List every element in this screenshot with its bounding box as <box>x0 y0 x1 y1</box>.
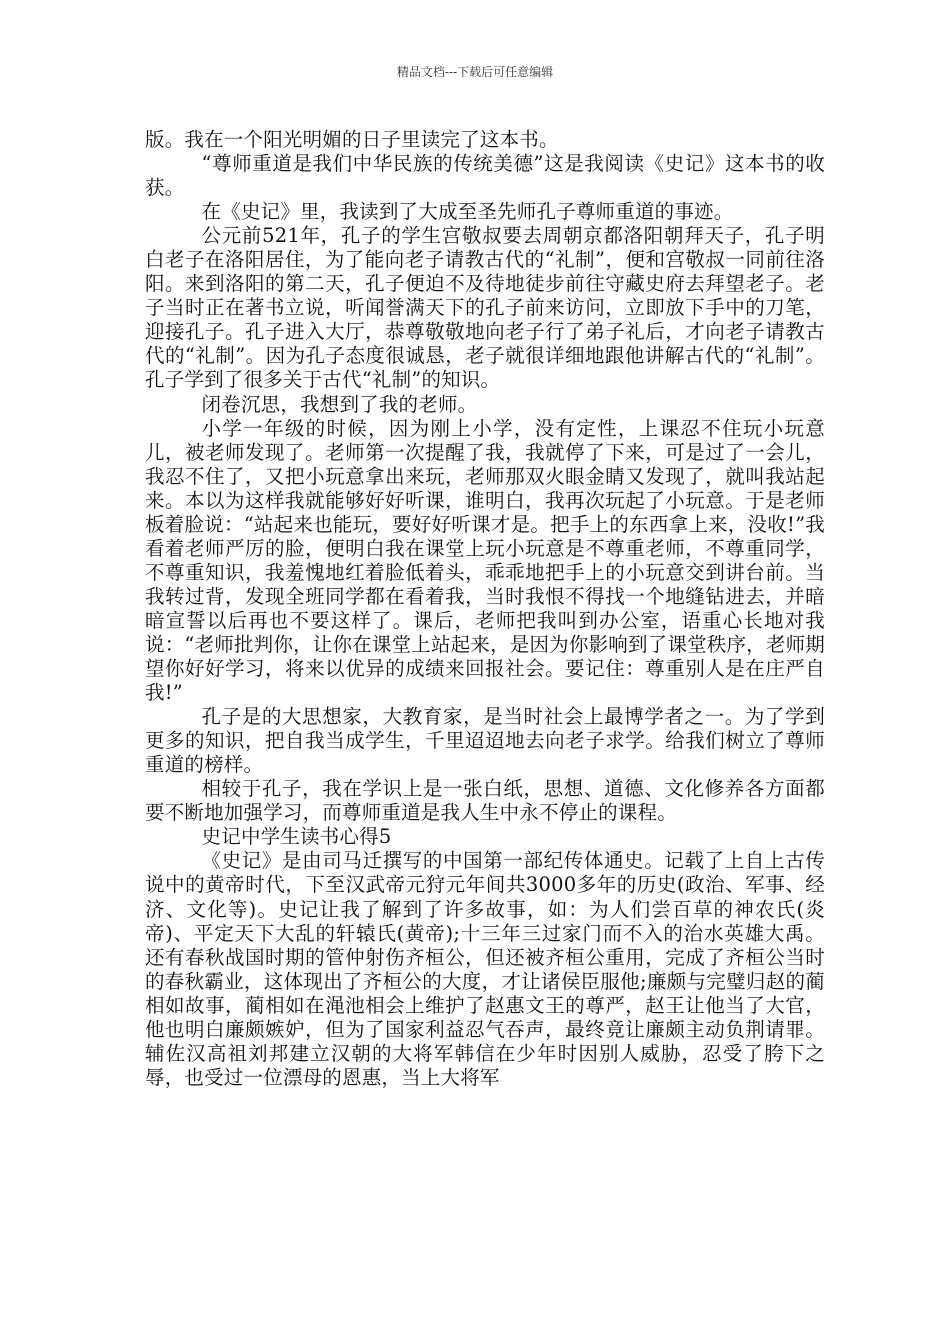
paragraph: 公元前521年，孔子的学生宫敬叔要去周朝京都洛阳朝拜天子，孔子明白老子在洛阳居住，为了能向老子请教古代的“礼制”，便和宫敬叔一同前往洛阳。来到洛阳的第二天，孔子便迫不及待地徒步前往守藏史府去拜望老子。老子当时正在著书立说，听闻誉满天下的孔子前来访问，立即放下手中的刀笔，迎接孔子。孔子进入大厅，恭尊敬敬地向老子行了弟子礼后，才向老子请教古代的“礼制”。因为孔子态度很诚恳，老子就很详细地跟他讲解古代的“礼制”。孔子学到了很多关于古代“礼制”的知识。 <box>145 224 825 392</box>
paragraph: 孔子是的大思想家，大教育家，是当时社会上最博学者之一。为了学到更多的知识，把自我当成学生，千里迢迢地去向老子求学。给我们树立了尊师重道的榜样。 <box>145 705 825 777</box>
paragraph: 相较于孔子，我在学识上是一张白纸，思想、道德、文化修养各方面都要不断地加强学习，而尊师重道是我人生中永不停止的课程。 <box>145 777 825 825</box>
paragraph: 小学一年级的时候，因为刚上小学，没有定性，上课忍不住玩小玩意儿，被老师发现了。老师第一次提醒了我，我就停了下来，可是过了一会儿，我忍不住了，又把小玩意拿出来玩，老师那双火眼金睛又发现了，就叫我站起来。本以为这样我就能够好好听课，谁明白，我再次玩起了小玩意。于是老师板着脸说：“站起来也能玩，要好好听课才是。把手上的东西拿上来，没收!”我看着老师严厉的脸，便明白我在课堂上玩小玩意是不尊重老师，不尊重同学，不尊重知识，我羞愧地红着脸低着头，乖乖地把手上的小玩意交到讲台前。当我转过背，发现全班同学都在看着我，当时我恨不得找一个地缝钻进去，并暗暗宣誓以后再也不要这样了。课后，老师把我叫到办公室，语重心长地对我说：“老师批判你，让你在课堂上站起来，是因为你影响到了课堂秩序，老师期望你好好学习，将来以优异的成绩来回报社会。要记住：尊重别人是在庄严自我!” <box>145 416 825 705</box>
document-body <box>145 128 825 1090</box>
page-header: 精品文档---下载后可任意编辑 <box>396 65 554 79</box>
paragraph: 在《史记》里，我读到了大成至圣先师孔子尊师重道的事迹。 <box>201 200 734 224</box>
paragraph: “尊师重道是我们中华民族的传统美德”这是我阅读《史记》这本书的收获。 <box>145 152 825 200</box>
section-heading: 史记中学生读书心得5 <box>201 825 392 849</box>
paragraph: 《史记》是由司马迁撰写的中国第一部纪传体通史。记载了上自上古传说中的黄帝时代，下至汉武帝元狩元年间共3000多年的历史(政治、军事、经济、文化等)。史记让我了解到了许多故事，如：为人们尝百草的神农氏(炎帝)、平定天下大乱的轩辕氏(黄帝);十三年三过家门而不入的治水英雄大禹。还有春秋战国时期的管仲射伤齐桓公，但还被齐桓公重用，完成了齐桓公当时的春秋霸业，这体现出了齐桓公的大度，才让诸侯臣服他;廉颇与完璧归赵的蔺相如故事，蔺相如在渑池相会上维护了赵惠文王的尊严，赵王让他当了大官，他也明白廉颇嫉妒，但为了国家利益忍气吞声，最终竟让廉颇主动负荆请罪。辅佐汉高祖刘邦建立汉朝的大将军韩信在少年时因别人威胁，忍受了胯下之辱，也受过一位漂母的恩惠，当上大将军 <box>145 849 825 1089</box>
paragraph: 版。我在一个阳光明媚的日子里读完了这本书。 <box>145 128 559 151</box>
paragraph: 闭卷沉思，我想到了我的老师。 <box>201 392 478 416</box>
